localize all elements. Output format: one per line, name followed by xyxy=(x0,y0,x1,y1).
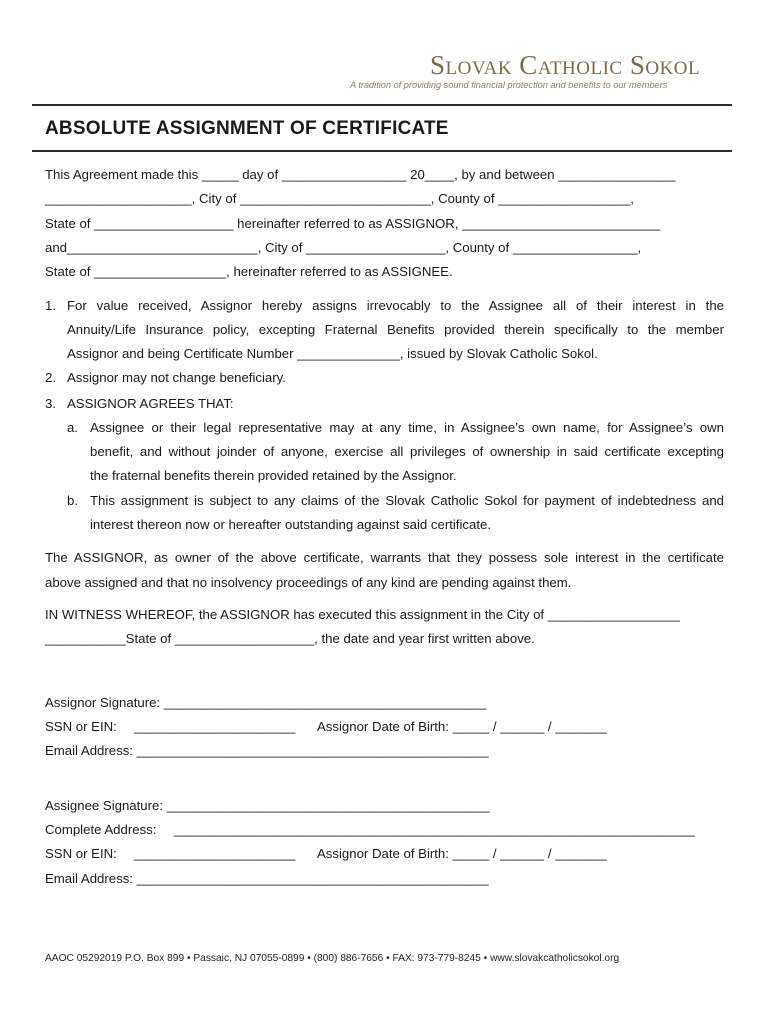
item-1-number: 1. xyxy=(45,298,56,313)
assignor-email-field[interactable]: Email Address: ________________________________________________ xyxy=(45,743,489,758)
intro-line-2: ____________________, City of __________________________, County of __________________, xyxy=(45,191,634,206)
assignee-dob-field[interactable]: Assignor Date of Birth: _____ / ______ / _______ xyxy=(317,846,607,861)
item-3-number: 3. xyxy=(45,396,56,411)
assignor-ssn-label: SSN or EIN: xyxy=(45,719,117,734)
assignor-signature-field[interactable]: Assignor Signature: ____________________________________________ xyxy=(45,695,487,710)
intro-line-5: State of __________________, hereinafter referred to as ASSIGNEE. xyxy=(45,264,453,279)
item-1-line-2: Annuity/Life Insurance policy, excepting Fraternal Benefits provided therein specifically to the member xyxy=(67,322,724,337)
item-1-line-1: For value received, Assignor hereby assigns irrevocably to the Assignee all of their interest in the xyxy=(67,298,724,313)
item-1-line-3: Assignor and being Certificate Number ______________, issued by Slovak Catholic Sokol. xyxy=(67,346,598,361)
header-divider xyxy=(32,104,732,106)
title-divider xyxy=(32,150,732,152)
intro-line-1: This Agreement made this _____ day of _________________ 20____, by and between ________________ xyxy=(45,167,676,182)
assignee-signature-field[interactable]: Assignee Signature: ____________________________________________ xyxy=(45,798,490,813)
document-title: ABSOLUTE ASSIGNMENT OF CERTIFICATE xyxy=(45,118,449,139)
item-3a-line-2: benefit, and without joinder of anyone, exercise all privileges of ownership in said certificate excepting xyxy=(90,444,724,459)
footer-contact-info: AAOC 05292019 P.O. Box 899 • Passaic, NJ 07055-0899 • (800) 886-7656 • FAX: 973-779-8245 • www.slovakcatholicsokol.org xyxy=(45,953,620,964)
witness-line-2: ___________State of ___________________, the date and year first written above. xyxy=(45,631,535,646)
item-3b-line-1: This assignment is subject to any claims of the Slovak Catholic Sokol for payment of indebtedness and xyxy=(90,493,724,508)
assignee-ssn-label: SSN or EIN: xyxy=(45,846,117,861)
organization-name: Slovak Catholic Sokol xyxy=(430,50,701,80)
intro-line-3: State of ___________________ hereinafter referred to as ASSIGNOR, ___________________________ xyxy=(45,216,661,231)
organization-tagline: A tradition of providing sound financial protection and benefits to our members xyxy=(350,80,668,90)
item-3a-line-3: the fraternal benefits therein provided retained by the Assignor. xyxy=(90,468,457,483)
item-2-number: 2. xyxy=(45,370,56,385)
assignee-address-field[interactable]: _______________________________________________________________________ xyxy=(174,822,695,837)
item-3b-number: b. xyxy=(67,493,78,508)
item-3b-line-2: interest thereon now or hereafter outstanding against said certificate. xyxy=(90,517,491,532)
intro-line-4: and__________________________, City of ___________________, County of _________________, xyxy=(45,240,642,255)
warranty-line-2: above assigned and that no insolvency proceedings of any kind are pending against them. xyxy=(45,575,572,590)
assignee-email-field[interactable]: Email Address: ________________________________________________ xyxy=(45,871,489,886)
warranty-line-1: The ASSIGNOR, as owner of the above certificate, warrants that they possess sole interest in the certificate xyxy=(45,550,724,565)
witness-line-1: IN WITNESS WHEREOF, the ASSIGNOR has executed this assignment in the City of __________________ xyxy=(45,607,680,622)
assignee-address-label: Complete Address: xyxy=(45,822,157,837)
item-2-text: Assignor may not change beneficiary. xyxy=(67,370,286,385)
item-3a-line-1: Assignee or their legal representative may at any time, in Assignee’s own name, for Assignee’s own xyxy=(90,420,724,435)
item-3a-number: a. xyxy=(67,420,78,435)
item-3-text: ASSIGNOR AGREES THAT: xyxy=(67,396,234,411)
assignor-ssn-field[interactable]: ______________________ xyxy=(134,719,296,734)
assignee-ssn-field[interactable]: ______________________ xyxy=(134,846,296,861)
assignor-dob-field[interactable]: Assignor Date of Birth: _____ / ______ / _______ xyxy=(317,719,607,734)
